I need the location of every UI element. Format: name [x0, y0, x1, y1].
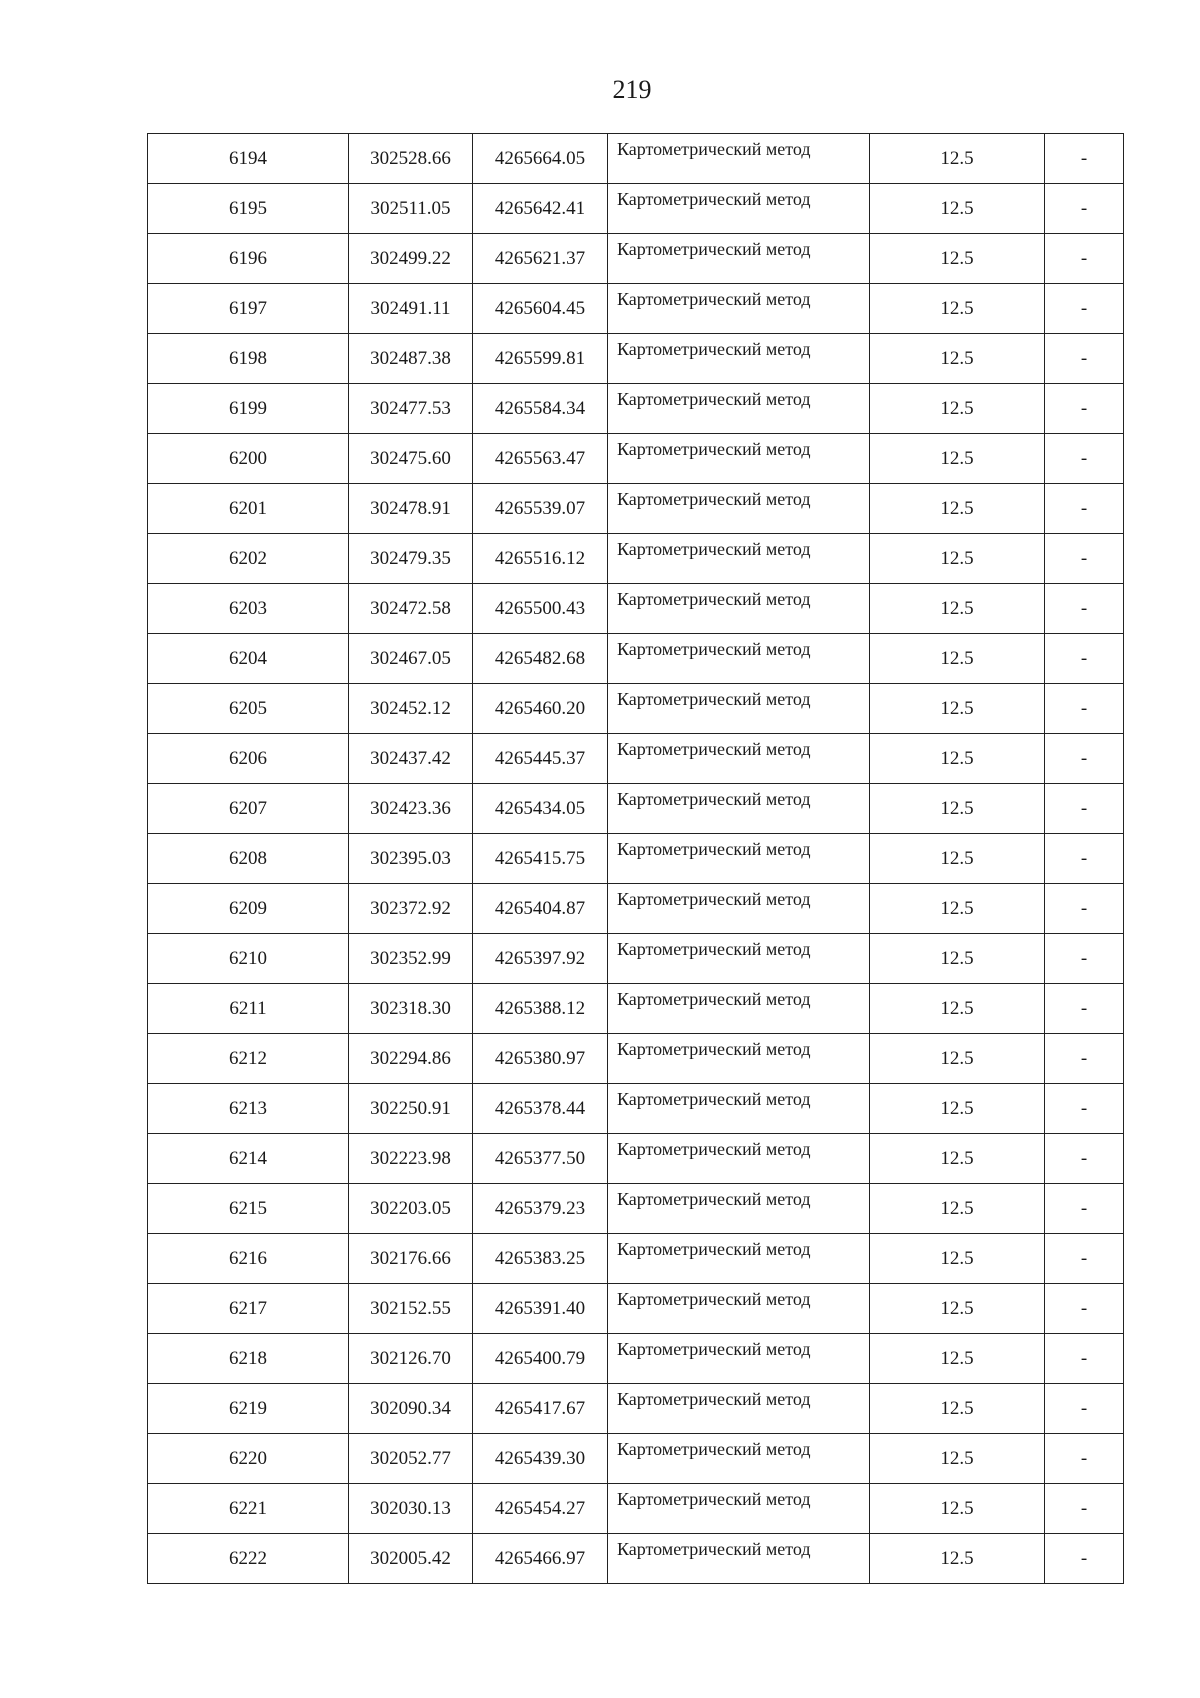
x-coordinate-cell: 302203.05 — [349, 1184, 473, 1234]
note-cell: - — [1045, 1434, 1124, 1484]
point-number-cell: 6213 — [148, 1084, 349, 1134]
point-number-cell: 6220 — [148, 1434, 349, 1484]
x-coordinate-cell: 302152.55 — [349, 1284, 473, 1334]
point-number-cell: 6221 — [148, 1484, 349, 1534]
point-number-cell: 6207 — [148, 784, 349, 834]
y-coordinate-cell: 4265388.12 — [473, 984, 608, 1034]
table-row — [148, 484, 1124, 534]
method-cell: Картометрический метод — [608, 584, 870, 634]
point-number-cell: 6196 — [148, 234, 349, 284]
x-coordinate-cell: 302176.66 — [349, 1234, 473, 1284]
x-coordinate-cell: 302511.05 — [349, 184, 473, 234]
method-cell: Картометрический метод — [608, 1034, 870, 1084]
point-number-cell: 6204 — [148, 634, 349, 684]
accuracy-cell: 12.5 — [870, 1084, 1045, 1134]
accuracy-cell: 12.5 — [870, 784, 1045, 834]
accuracy-cell: 12.5 — [870, 1184, 1045, 1234]
y-coordinate-cell: 4265604.45 — [473, 284, 608, 334]
note-cell: - — [1045, 334, 1124, 384]
table-row — [148, 1434, 1124, 1484]
page-number: 219 — [612, 75, 652, 104]
accuracy-cell: 12.5 — [870, 734, 1045, 784]
accuracy-cell: 12.5 — [870, 584, 1045, 634]
accuracy-cell: 12.5 — [870, 434, 1045, 484]
y-coordinate-cell: 4265380.97 — [473, 1034, 608, 1084]
note-cell: - — [1045, 384, 1124, 434]
x-coordinate-cell: 302487.38 — [349, 334, 473, 384]
y-coordinate-cell: 4265466.97 — [473, 1534, 608, 1584]
method-cell: Картометрический метод — [608, 1334, 870, 1384]
table-row — [148, 1184, 1124, 1234]
accuracy-cell: 12.5 — [870, 284, 1045, 334]
accuracy-cell: 12.5 — [870, 484, 1045, 534]
table-row — [148, 384, 1124, 434]
table-row — [148, 884, 1124, 934]
y-coordinate-cell: 4265378.44 — [473, 1084, 608, 1134]
point-number-cell: 6211 — [148, 984, 349, 1034]
table-row — [148, 284, 1124, 334]
note-cell: - — [1045, 184, 1124, 234]
note-cell: - — [1045, 484, 1124, 534]
note-cell: - — [1045, 1384, 1124, 1434]
point-number-cell: 6208 — [148, 834, 349, 884]
point-number-cell: 6219 — [148, 1384, 349, 1434]
method-cell: Картометрический метод — [608, 684, 870, 734]
x-coordinate-cell: 302475.60 — [349, 434, 473, 484]
point-number-cell: 6212 — [148, 1034, 349, 1084]
y-coordinate-cell: 4265383.25 — [473, 1234, 608, 1284]
method-cell: Картометрический метод — [608, 1434, 870, 1484]
point-number-cell: 6217 — [148, 1284, 349, 1334]
note-cell: - — [1045, 1034, 1124, 1084]
y-coordinate-cell: 4265400.79 — [473, 1334, 608, 1384]
y-coordinate-cell: 4265642.41 — [473, 184, 608, 234]
method-cell: Картометрический метод — [608, 1384, 870, 1434]
x-coordinate-cell: 302395.03 — [349, 834, 473, 884]
accuracy-cell: 12.5 — [870, 834, 1045, 884]
x-coordinate-cell: 302090.34 — [349, 1384, 473, 1434]
method-cell: Картометрический метод — [608, 634, 870, 684]
y-coordinate-cell: 4265621.37 — [473, 234, 608, 284]
accuracy-cell: 12.5 — [870, 534, 1045, 584]
point-number-cell: 6203 — [148, 584, 349, 634]
table-row — [148, 934, 1124, 984]
x-coordinate-cell: 302499.22 — [349, 234, 473, 284]
x-coordinate-cell: 302294.86 — [349, 1034, 473, 1084]
y-coordinate-cell: 4265397.92 — [473, 934, 608, 984]
method-cell: Картометрический метод — [608, 1534, 870, 1584]
accuracy-cell: 12.5 — [870, 1384, 1045, 1434]
y-coordinate-cell: 4265377.50 — [473, 1134, 608, 1184]
y-coordinate-cell: 4265539.07 — [473, 484, 608, 534]
method-cell: Картометрический метод — [608, 784, 870, 834]
method-cell: Картометрический метод — [608, 134, 870, 184]
point-number-cell: 6215 — [148, 1184, 349, 1234]
note-cell: - — [1045, 1134, 1124, 1184]
x-coordinate-cell: 302250.91 — [349, 1084, 473, 1134]
accuracy-cell: 12.5 — [870, 884, 1045, 934]
y-coordinate-cell: 4265599.81 — [473, 334, 608, 384]
point-number-cell: 6218 — [148, 1334, 349, 1384]
method-cell: Картометрический метод — [608, 834, 870, 884]
method-cell: Картометрический метод — [608, 934, 870, 984]
method-cell: Картометрический метод — [608, 884, 870, 934]
accuracy-cell: 12.5 — [870, 1484, 1045, 1534]
point-number-cell: 6201 — [148, 484, 349, 534]
accuracy-cell: 12.5 — [870, 634, 1045, 684]
table-row — [148, 1484, 1124, 1534]
method-cell: Картометрический метод — [608, 1084, 870, 1134]
table-row — [148, 1134, 1124, 1184]
x-coordinate-cell: 302472.58 — [349, 584, 473, 634]
point-number-cell: 6202 — [148, 534, 349, 584]
note-cell: - — [1045, 1234, 1124, 1284]
accuracy-cell: 12.5 — [870, 384, 1045, 434]
y-coordinate-cell: 4265379.23 — [473, 1184, 608, 1234]
method-cell: Картометрический метод — [608, 984, 870, 1034]
point-number-cell: 6200 — [148, 434, 349, 484]
note-cell: - — [1045, 834, 1124, 884]
y-coordinate-cell: 4265434.05 — [473, 784, 608, 834]
x-coordinate-cell: 302491.11 — [349, 284, 473, 334]
note-cell: - — [1045, 1334, 1124, 1384]
point-number-cell: 6198 — [148, 334, 349, 384]
y-coordinate-cell: 4265500.43 — [473, 584, 608, 634]
point-number-cell: 6205 — [148, 684, 349, 734]
point-number-cell: 6214 — [148, 1134, 349, 1184]
x-coordinate-cell: 302479.35 — [349, 534, 473, 584]
method-cell: Картометрический метод — [608, 484, 870, 534]
y-coordinate-cell: 4265391.40 — [473, 1284, 608, 1334]
accuracy-cell: 12.5 — [870, 334, 1045, 384]
accuracy-cell: 12.5 — [870, 1134, 1045, 1184]
table-body — [148, 134, 1124, 1584]
method-cell: Картометрический метод — [608, 1284, 870, 1334]
note-cell: - — [1045, 884, 1124, 934]
note-cell: - — [1045, 1084, 1124, 1134]
table-row — [148, 984, 1124, 1034]
table-row — [148, 434, 1124, 484]
table-row — [148, 184, 1124, 234]
table-row — [148, 584, 1124, 634]
note-cell: - — [1045, 784, 1124, 834]
point-number-cell: 6216 — [148, 1234, 349, 1284]
note-cell: - — [1045, 984, 1124, 1034]
table-row — [148, 784, 1124, 834]
x-coordinate-cell: 302126.70 — [349, 1334, 473, 1384]
accuracy-cell: 12.5 — [870, 234, 1045, 284]
note-cell: - — [1045, 434, 1124, 484]
method-cell: Картометрический метод — [608, 1234, 870, 1284]
x-coordinate-cell: 302318.30 — [349, 984, 473, 1034]
x-coordinate-cell: 302005.42 — [349, 1534, 473, 1584]
note-cell: - — [1045, 1284, 1124, 1334]
x-coordinate-cell: 302467.05 — [349, 634, 473, 684]
y-coordinate-cell: 4265482.68 — [473, 634, 608, 684]
table-row — [148, 1534, 1124, 1584]
accuracy-cell: 12.5 — [870, 1284, 1045, 1334]
y-coordinate-cell: 4265563.47 — [473, 434, 608, 484]
note-cell: - — [1045, 284, 1124, 334]
accuracy-cell: 12.5 — [870, 984, 1045, 1034]
x-coordinate-cell: 302528.66 — [349, 134, 473, 184]
method-cell: Картометрический метод — [608, 184, 870, 234]
x-coordinate-cell: 302423.36 — [349, 784, 473, 834]
accuracy-cell: 12.5 — [870, 934, 1045, 984]
table-row — [148, 1284, 1124, 1334]
point-number-cell: 6195 — [148, 184, 349, 234]
table-row — [148, 1384, 1124, 1434]
y-coordinate-cell: 4265460.20 — [473, 684, 608, 734]
coordinates-table — [147, 133, 1124, 1584]
note-cell: - — [1045, 934, 1124, 984]
method-cell: Картометрический метод — [608, 1484, 870, 1534]
x-coordinate-cell: 302030.13 — [349, 1484, 473, 1534]
accuracy-cell: 12.5 — [870, 1434, 1045, 1484]
table-row — [148, 1334, 1124, 1384]
point-number-cell: 6206 — [148, 734, 349, 784]
method-cell: Картометрический метод — [608, 234, 870, 284]
method-cell: Картометрический метод — [608, 334, 870, 384]
note-cell: - — [1045, 234, 1124, 284]
x-coordinate-cell: 302223.98 — [349, 1134, 473, 1184]
method-cell: Картометрический метод — [608, 434, 870, 484]
x-coordinate-cell: 302352.99 — [349, 934, 473, 984]
note-cell: - — [1045, 584, 1124, 634]
accuracy-cell: 12.5 — [870, 184, 1045, 234]
point-number-cell: 6222 — [148, 1534, 349, 1584]
method-cell: Картометрический метод — [608, 384, 870, 434]
table-row — [148, 684, 1124, 734]
method-cell: Картометрический метод — [608, 734, 870, 784]
x-coordinate-cell: 302372.92 — [349, 884, 473, 934]
y-coordinate-cell: 4265445.37 — [473, 734, 608, 784]
point-number-cell: 6199 — [148, 384, 349, 434]
accuracy-cell: 12.5 — [870, 1234, 1045, 1284]
note-cell: - — [1045, 1484, 1124, 1534]
y-coordinate-cell: 4265516.12 — [473, 534, 608, 584]
note-cell: - — [1045, 134, 1124, 184]
accuracy-cell: 12.5 — [870, 1334, 1045, 1384]
y-coordinate-cell: 4265664.05 — [473, 134, 608, 184]
table-row — [148, 134, 1124, 184]
accuracy-cell: 12.5 — [870, 134, 1045, 184]
y-coordinate-cell: 4265415.75 — [473, 834, 608, 884]
table-row — [148, 1034, 1124, 1084]
point-number-cell: 6194 — [148, 134, 349, 184]
table-row — [148, 534, 1124, 584]
table-row — [148, 734, 1124, 784]
note-cell: - — [1045, 634, 1124, 684]
accuracy-cell: 12.5 — [870, 684, 1045, 734]
point-number-cell: 6210 — [148, 934, 349, 984]
table-row — [148, 334, 1124, 384]
table-row — [148, 1084, 1124, 1134]
y-coordinate-cell: 4265404.87 — [473, 884, 608, 934]
method-cell: Картометрический метод — [608, 1134, 870, 1184]
table-row — [148, 1234, 1124, 1284]
accuracy-cell: 12.5 — [870, 1534, 1045, 1584]
table-row — [148, 234, 1124, 284]
method-cell: Картометрический метод — [608, 534, 870, 584]
x-coordinate-cell: 302452.12 — [349, 684, 473, 734]
accuracy-cell: 12.5 — [870, 1034, 1045, 1084]
y-coordinate-cell: 4265439.30 — [473, 1434, 608, 1484]
point-number-cell: 6197 — [148, 284, 349, 334]
note-cell: - — [1045, 1184, 1124, 1234]
note-cell: - — [1045, 684, 1124, 734]
y-coordinate-cell: 4265584.34 — [473, 384, 608, 434]
x-coordinate-cell: 302052.77 — [349, 1434, 473, 1484]
note-cell: - — [1045, 734, 1124, 784]
note-cell: - — [1045, 534, 1124, 584]
x-coordinate-cell: 302478.91 — [349, 484, 473, 534]
table-row — [148, 834, 1124, 884]
point-number-cell: 6209 — [148, 884, 349, 934]
method-cell: Картометрический метод — [608, 284, 870, 334]
y-coordinate-cell: 4265417.67 — [473, 1384, 608, 1434]
y-coordinate-cell: 4265454.27 — [473, 1484, 608, 1534]
x-coordinate-cell: 302477.53 — [349, 384, 473, 434]
x-coordinate-cell: 302437.42 — [349, 734, 473, 784]
note-cell: - — [1045, 1534, 1124, 1584]
method-cell: Картометрический метод — [608, 1184, 870, 1234]
table-row — [148, 634, 1124, 684]
